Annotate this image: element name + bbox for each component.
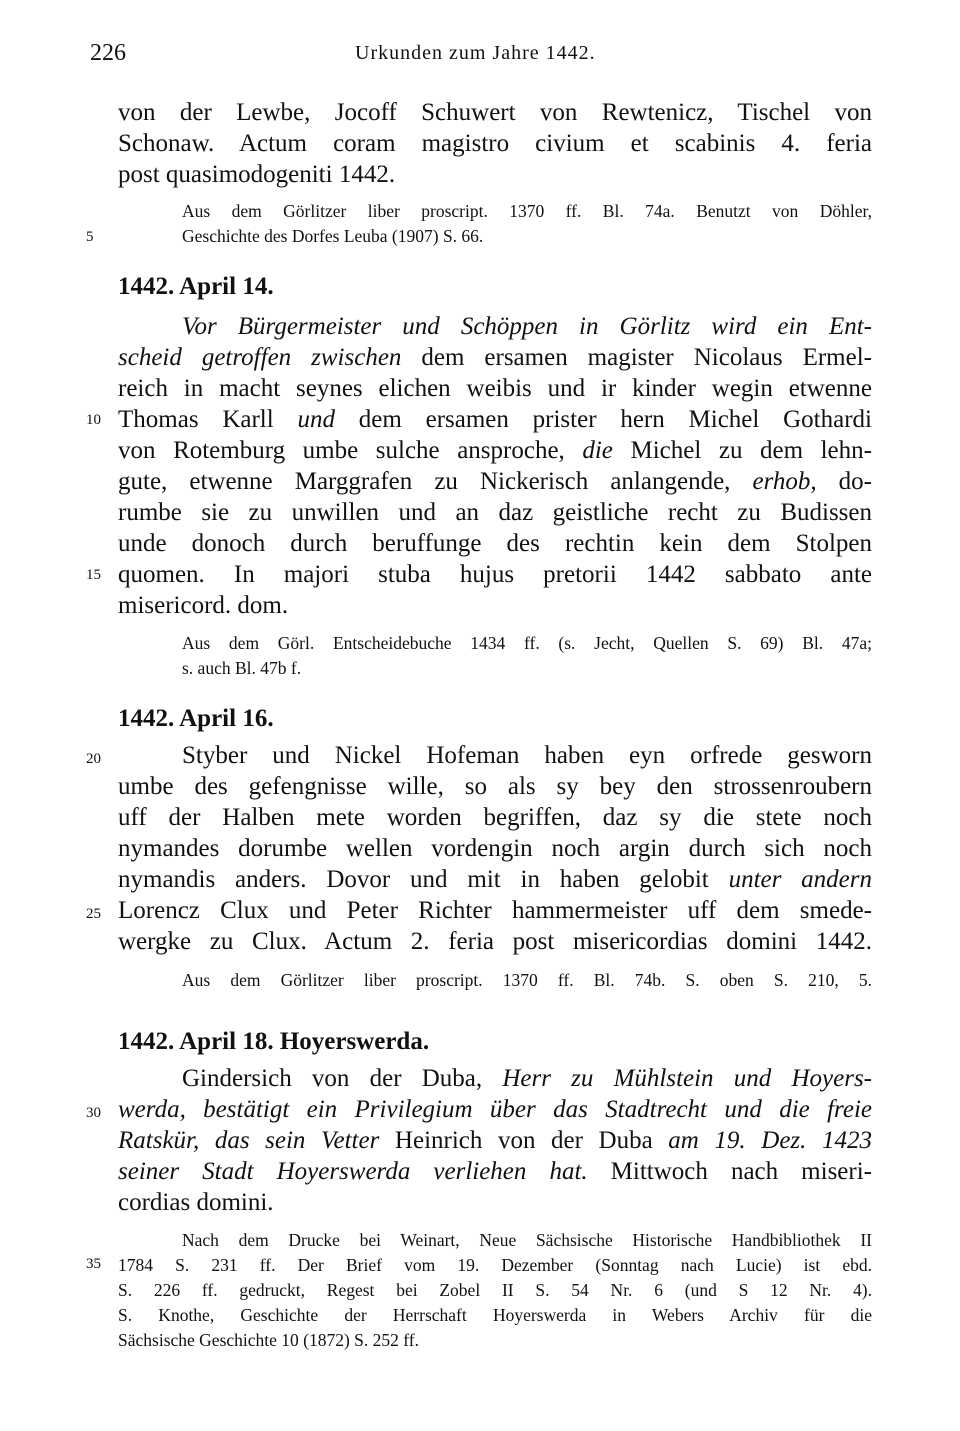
line-number: 25 xyxy=(86,906,101,922)
source-note-line: Aus dem Görlitzer liber proscript. 1370 ff. Bl. 74b. S. oben S. 210, 5. xyxy=(182,970,872,990)
source-note-line: Geschichte des Dorfes Leuba (1907) S. 66. xyxy=(182,226,484,246)
running-header: Urkunden zum Jahre 1442. xyxy=(355,42,596,64)
entry-date-heading: 1442. April 18. Hoyerswerda. xyxy=(118,1028,430,1055)
editorial-summary: scheid getroffen zwischen xyxy=(118,344,402,371)
text-line: reich in macht seynes elichen weibis und ir kinder wegin etwenne xyxy=(118,375,872,402)
entry-date-heading: 1442. April 14. xyxy=(118,273,274,300)
source-note-line: s. auch Bl. 47b f. xyxy=(182,658,302,678)
text-line: quomen. In majori stuba hujus pretorii 1442 sabbato ante xyxy=(118,561,872,588)
source-note-line: 1784 S. 231 ff. Der Brief vom 19. Dezember (Sonntag nach Lucie) ist ebd. xyxy=(118,1255,872,1275)
text-line: von der Lewbe, Jocoff Schuwert von Rewtenicz, Tischel von xyxy=(118,99,872,126)
text-line: Gindersich von der Duba, Herr zu Mühlstein und Hoyers- xyxy=(182,1065,872,1092)
text-line: nymandis anders. Dovor und mit in haben gelobit unter andern xyxy=(118,866,872,893)
editorial-summary: Vor Bürgermeister und Schöppen in Görlitz wird ein Ent- xyxy=(182,313,872,340)
text-line: von Rotemburg umbe sulche ansproche, die Michel zu dem lehn- xyxy=(118,437,872,464)
text-line: umbe des gefengnisse wille, so als sy bey den strossenroubern xyxy=(118,773,872,800)
text-line: nymandes dorumbe wellen vordengin noch argin durch sich noch xyxy=(118,835,872,862)
text-line xyxy=(182,312,872,342)
text-line: Styber und Nickel Hofeman haben eyn orfrede gesworn xyxy=(182,742,872,769)
text-line: post quasimodogeniti 1442. xyxy=(118,161,396,188)
text-line: unde donoch durch beruffunge des rechtin kein dem Stolpen xyxy=(118,530,872,557)
text-line: Schonaw. Actum coram magistro civium et scabinis 4. feria xyxy=(118,130,872,157)
line-number: 30 xyxy=(86,1105,101,1121)
page-number: 226 xyxy=(90,40,126,66)
text-line: misericord. dom. xyxy=(118,592,289,619)
line-number: 35 xyxy=(86,1256,101,1272)
text-line: uff der Halben mete worden begriffen, daz sy die stete noch xyxy=(118,804,872,831)
line-number: 10 xyxy=(86,412,101,428)
source-note-line: Nach dem Drucke bei Weinart, Neue Sächsische Historische Handbibliothek II xyxy=(182,1230,872,1250)
source-note-line: S. 226 ff. gedruckt, Regest bei Zobel II S. 54 Nr. 6 (und S 12 Nr. 4). xyxy=(118,1280,872,1300)
source-note-line: Sächsische Geschichte 10 (1872) S. 252 ff. xyxy=(118,1330,420,1350)
text-line: scheid getroffen zwischen dem ersamen magister Nicolaus Ermel- xyxy=(118,344,872,371)
line-number: 20 xyxy=(86,751,101,767)
text-line: rumbe sie zu unwillen und an daz geistliche recht zu Budissen xyxy=(118,499,872,526)
line-number: 5 xyxy=(86,229,94,245)
text-line: Lorencz Clux und Peter Richter hammermeister uff dem smede- xyxy=(118,897,872,924)
text-line: cordias domini. xyxy=(118,1189,274,1216)
text-line: wergke zu Clux. Actum 2. feria post misericordias domini 1442. xyxy=(118,928,872,955)
text-line: seiner Stadt Hoyerswerda verliehen hat. Mittwoch nach miseri- xyxy=(118,1158,872,1185)
text-line: gute, etwenne Marggrafen zu Nickerisch anlangende, erhob, do- xyxy=(118,468,872,495)
source-note-line: Aus dem Görlitzer liber proscript. 1370 ff. Bl. 74a. Benutzt von Döhler, xyxy=(182,201,872,221)
text-line: werda, bestätigt ein Privilegium über das Stadtrecht und die freie xyxy=(118,1096,872,1123)
source-note-line: S. Knothe, Geschichte der Herrschaft Hoyerswerda in Webers Archiv für die xyxy=(118,1305,872,1325)
text-line: Ratskür, das sein Vetter Heinrich von der Duba am 19. Dez. 1423 xyxy=(118,1127,872,1154)
line-number: 15 xyxy=(86,567,101,583)
source-note-line: Aus dem Görl. Entscheidebuche 1434 ff. (s. Jecht, Quellen S. 69) Bl. 47a; xyxy=(182,633,872,653)
text-line: Thomas Karll und dem ersamen prister hern Michel Gothardi xyxy=(118,406,872,433)
entry-date-heading: 1442. April 16. xyxy=(118,705,274,732)
